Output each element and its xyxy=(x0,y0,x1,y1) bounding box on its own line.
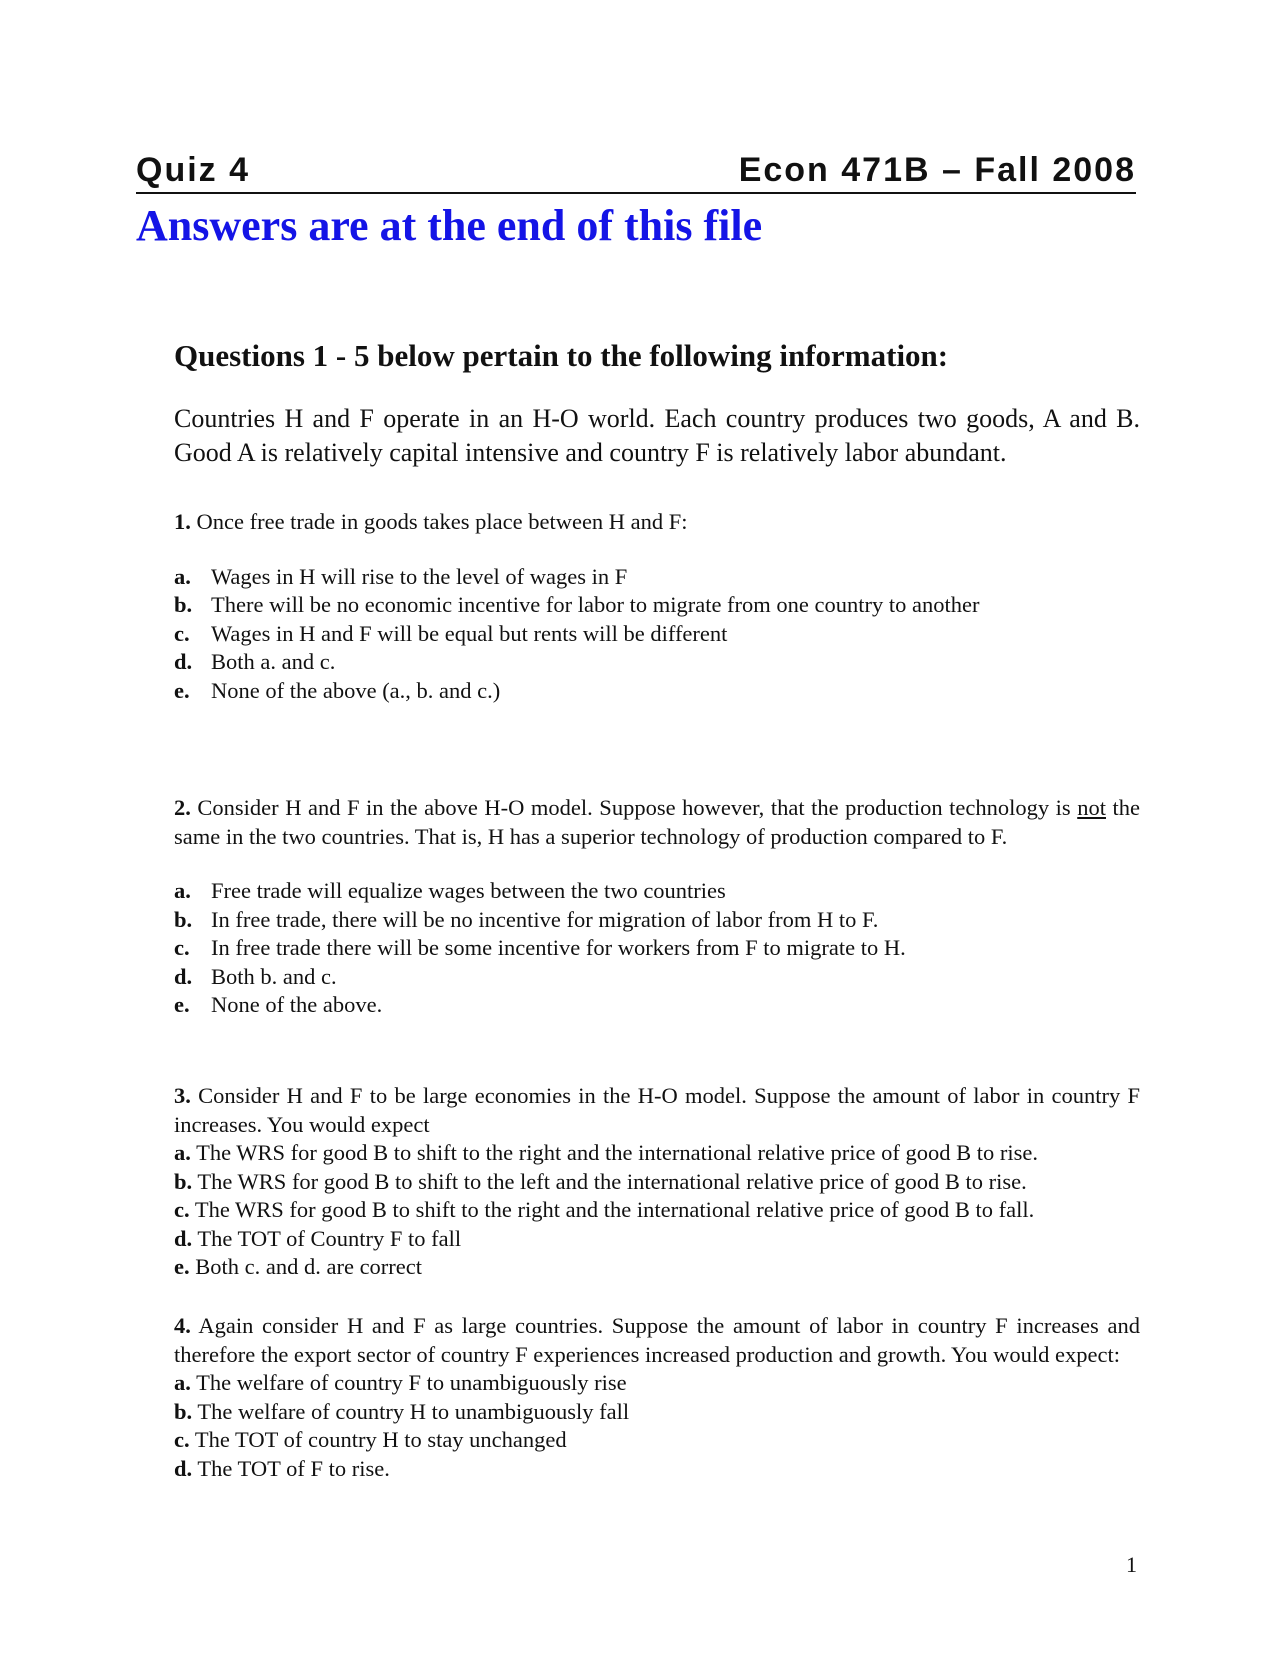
question-text: Consider H and F in the above H-O model. Suppose however, that the production technology is xyxy=(197,795,1071,820)
option-list xyxy=(174,563,1140,706)
option-letter: e. xyxy=(174,677,190,703)
option-text: Both c. and d. are correct xyxy=(195,1254,423,1279)
option-letter: c. xyxy=(174,620,190,646)
option xyxy=(174,877,1140,906)
option-text: Both b. and c. xyxy=(211,963,337,989)
option xyxy=(174,1426,1140,1455)
quiz-label: Quiz 4 xyxy=(136,151,251,189)
option-text: None of the above. xyxy=(211,992,383,1017)
question-text: Again consider H and F as large countries. Suppose the amount of labor in country F increases and therefore the export sector of country F experiences increased production and growth. You would expect: xyxy=(174,1313,1140,1367)
option-text: The WRS for good B to shift to the left and the international relative price of good B to rise. xyxy=(197,1168,1027,1194)
option xyxy=(174,1225,1140,1254)
option-letter: e. xyxy=(174,1254,190,1279)
option xyxy=(174,1398,1140,1427)
option-text: Free trade will equalize wages between the two countries xyxy=(211,878,726,903)
option-text: In free trade there will be some incentive for workers from F to migrate to H. xyxy=(211,935,906,960)
option-text: Wages in H and F will be equal but rents will be different xyxy=(211,620,728,646)
option xyxy=(174,1139,1140,1168)
option-text: The TOT of country H to stay unchanged xyxy=(194,1427,567,1452)
option-text: The WRS for good B to shift to the right and the international relative price of good B to rise. xyxy=(196,1140,1038,1165)
option-letter: c. xyxy=(174,935,190,960)
page-number: 1 xyxy=(1126,1552,1137,1577)
option-text: In free trade, there will be no incentive for migration of labor from H to F. xyxy=(211,906,879,932)
option-text: The TOT of Country F to fall xyxy=(197,1225,462,1251)
option-letter: a. xyxy=(174,1140,191,1165)
question-number: 4. xyxy=(174,1313,191,1338)
option-text: None of the above (a., b. and c.) xyxy=(211,677,501,703)
question-number: 2. xyxy=(174,795,191,820)
option-letter: a. xyxy=(174,1370,191,1395)
option-text: Both a. and c. xyxy=(211,649,336,674)
question-stem xyxy=(174,794,1140,851)
answers-note: Answers are at the end of this file xyxy=(136,201,763,250)
option xyxy=(174,963,1140,992)
option-list xyxy=(174,877,1140,1020)
option xyxy=(174,934,1140,963)
question-4 xyxy=(174,1312,1140,1483)
question-stem xyxy=(174,1082,1140,1139)
option xyxy=(174,1253,1140,1282)
quiz-header xyxy=(136,150,1136,194)
option-letter: a. xyxy=(174,563,191,589)
question-number: 3. xyxy=(174,1083,191,1108)
option-letter: b. xyxy=(174,592,193,617)
question-stem xyxy=(174,508,1140,537)
option-text: The welfare of country H to unambiguously fall xyxy=(197,1398,630,1424)
option-text: The TOT of F to rise. xyxy=(197,1455,390,1481)
question-3 xyxy=(174,1082,1140,1282)
option-text: There will be no economic incentive for labor to migrate from one country to another xyxy=(211,592,980,617)
option-letter: b. xyxy=(174,1398,193,1424)
question-text: Consider H and F to be large economies in the H-O model. Suppose the amount of labor in country F increases. You would expect xyxy=(174,1083,1140,1137)
option xyxy=(174,648,1140,677)
course-label: Econ 471B – Fall 2008 xyxy=(738,151,1136,189)
option-letter: b. xyxy=(174,1168,193,1194)
option-letter: e. xyxy=(174,992,190,1017)
option xyxy=(174,991,1140,1020)
question-text: the same in the two countries. That is, H has a superior technology of production compared to F. xyxy=(174,795,1141,849)
option-letter: d. xyxy=(174,1225,193,1251)
option-letter: d. xyxy=(174,649,193,674)
option xyxy=(174,1455,1140,1484)
option-letter: b. xyxy=(174,906,193,932)
option-letter: c. xyxy=(174,1197,190,1222)
question-2 xyxy=(174,794,1140,1020)
option xyxy=(174,1196,1140,1225)
option xyxy=(174,620,1140,649)
option-letter: d. xyxy=(174,963,193,989)
question-number: 1. xyxy=(174,509,191,534)
question-text: Once free trade in goods takes place between H and F: xyxy=(196,509,688,534)
option-text: The WRS for good B to shift to the right and the international relative price of good B to fall. xyxy=(194,1197,1035,1222)
option xyxy=(174,563,1140,592)
option-letter: c. xyxy=(174,1427,190,1452)
section-heading: Questions 1 - 5 below pertain to the following information: xyxy=(174,338,949,373)
option-list xyxy=(174,1139,1140,1282)
option-text: Wages in H will rise to the level of wages in F xyxy=(211,563,628,589)
option xyxy=(174,906,1140,935)
option xyxy=(174,1168,1140,1197)
option-list xyxy=(174,1369,1140,1483)
question-1 xyxy=(174,508,1140,705)
option xyxy=(174,677,1140,706)
option-letter: d. xyxy=(174,1455,193,1481)
underlined-word: not xyxy=(1077,795,1106,820)
question-stem xyxy=(174,1312,1140,1369)
option xyxy=(174,591,1140,620)
option-text: The welfare of country F to unambiguously rise xyxy=(196,1370,627,1395)
intro-paragraph: Countries H and F operate in an H-O world. Each country produces two goods, A and B. Good A is relatively capital intensive and country F is relatively labor abundant. xyxy=(174,404,1140,467)
option-letter: a. xyxy=(174,878,191,903)
option xyxy=(174,1369,1140,1398)
